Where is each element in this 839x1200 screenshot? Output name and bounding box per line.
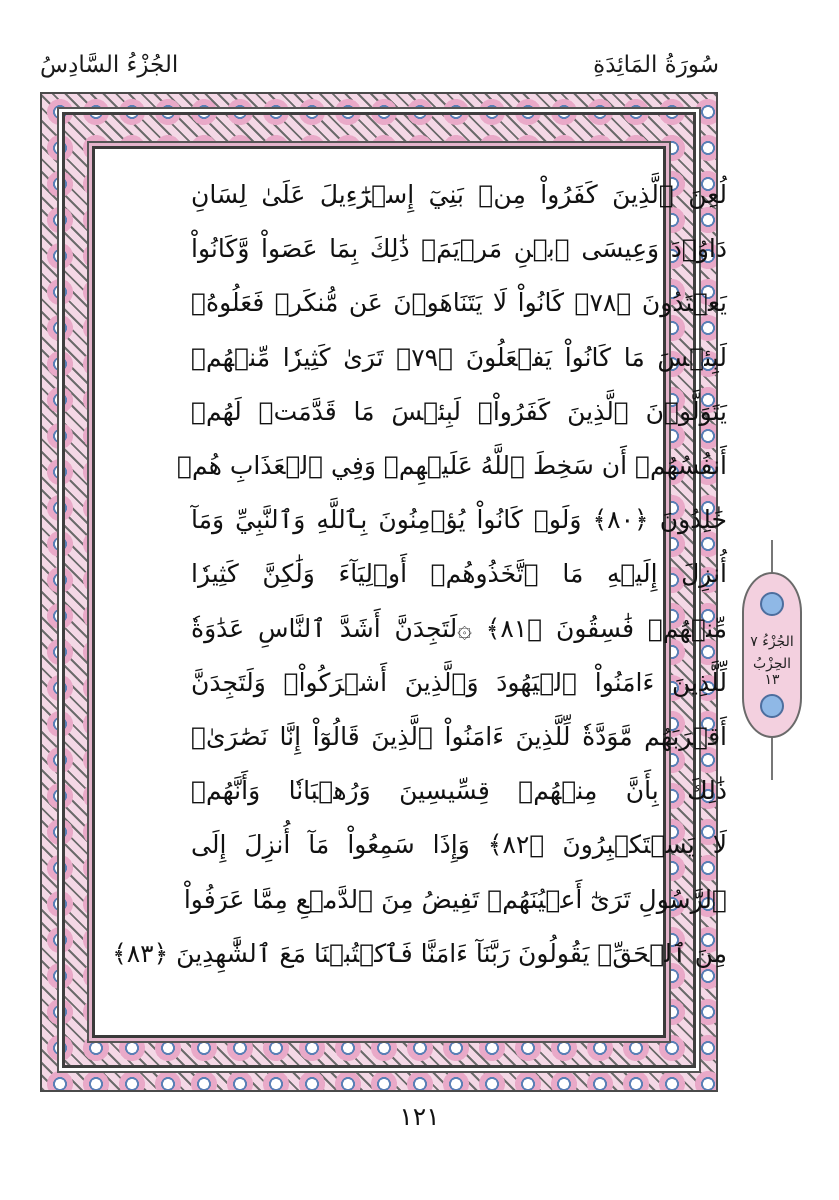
verse-line: ذَٰلِكَ بِأَنَّ مِنۡهُمۡ قِسِّيسِينَ وَرُهۡبَانٗا وَأَنَّهُمۡ xyxy=(191,776,727,806)
verse-line: لَبِئۡسَ مَا كَانُواْ يَفۡعَلُونَ ﴿٧٩﴾ تَرَىٰ كَثِيرٗا مِّنۡهُمۡ xyxy=(191,342,728,372)
juz-label: الجُزْءُ ٧ xyxy=(750,634,794,650)
verse-line: ٱلرَّسُولِ تَرَىٰٓ أَعۡيُنَهُمۡ تَفِيضُ مِنَ ٱلدَّمۡعِ مِمَّا عَرَفُواْ xyxy=(183,884,727,914)
verse-line: أَقۡرَبَهُم مَّوَدَّةٗ لِّلَّذِينَ ءَامَنُواْ ٱلَّذِينَ قَالُوٓاْ إِنَّا نَصَٰرَىٰۚ xyxy=(191,722,727,751)
flower-ornament-bottom xyxy=(760,694,784,718)
page-number: ١٢١ xyxy=(399,1102,440,1131)
verse-line: لِّلَّذِينَ ءَامَنُواْ ٱلۡيَهُودَ وَٱلَّذِينَ أَشۡرَكُواْۖ وَلَتَجِدَنَّ xyxy=(191,667,727,697)
flower-ornament-top xyxy=(760,592,784,616)
verse-line: أُنزِلَ إِلَيۡهِ مَا ٱتَّخَذُوهُمۡ أَوۡلِيَآءَ وَلَٰكِنَّ كَثِيرٗا xyxy=(191,559,727,589)
juz-name: الجُزْءُ السَّادِسُ xyxy=(40,52,179,78)
verse-line: لُعِنَ ٱلَّذِينَ كَفَرُواْ مِنۢ بَنِيٓ إِسۡرَٰٓءِيلَ عَلَىٰ لِسَانِ xyxy=(191,180,727,209)
verse-line: لَا يَسۡتَكۡبِرُونَ ﴿٨٢﴾ وَإِذَا سَمِعُواْ مَآ أُنزِلَ إِلَى xyxy=(191,830,727,860)
hizb-label: الحِزْبُ ١٣ xyxy=(752,656,792,688)
verse-line: خَٰلِدُونَ ﴿٨٠﴾ وَلَوۡ كَانُواْ يُؤۡمِنُونَ بِٱللَّهِ وَٱلنَّبِيِّ وَمَآ xyxy=(191,505,728,535)
side-marker-line-bottom xyxy=(771,736,773,780)
side-marker-line-top xyxy=(771,540,773,574)
verse-line: يَتَوَلَّوۡنَ ٱلَّذِينَ كَفَرُواْۚ لَبِئۡسَ مَا قَدَّمَتۡ لَهُمۡ xyxy=(191,396,727,426)
verse-line: أَنفُسُهُمۡ أَن سَخِطَ ٱللَّهُ عَلَيۡهِمۡ وَفِي ٱلۡعَذَابِ هُمۡ xyxy=(177,451,727,480)
surah-name: سُورَةُ المَائِدَةِ xyxy=(593,52,719,78)
verse-line: يَعۡتَدُونَ ﴿٧٨﴾ كَانُواْ لَا يَتَنَاهَوۡنَ عَن مُّنكَرٖ فَعَلُوهُۚ xyxy=(191,288,727,318)
verse-line: مِّنۡهُمۡ فَٰسِقُونَ ﴿٨١﴾ ۞لَتَجِدَنَّ أَشَدَّ ٱلنَّاسِ عَدَٰوَةٗ xyxy=(191,613,727,643)
verse-line: مِنَ ٱلۡحَقِّۖ يَقُولُونَ رَبَّنَآ ءَامَنَّا فَٱكۡتُبۡنَا مَعَ ٱلشَّٰهِدِينَ ﴿٨٣﴾ xyxy=(112,938,727,968)
verse-line: دَاوُۥدَ وَعِيسَى ٱبۡنِ مَرۡيَمَۚ ذَٰلِكَ بِمَا عَصَواْ وَّكَانُواْ xyxy=(191,234,727,264)
